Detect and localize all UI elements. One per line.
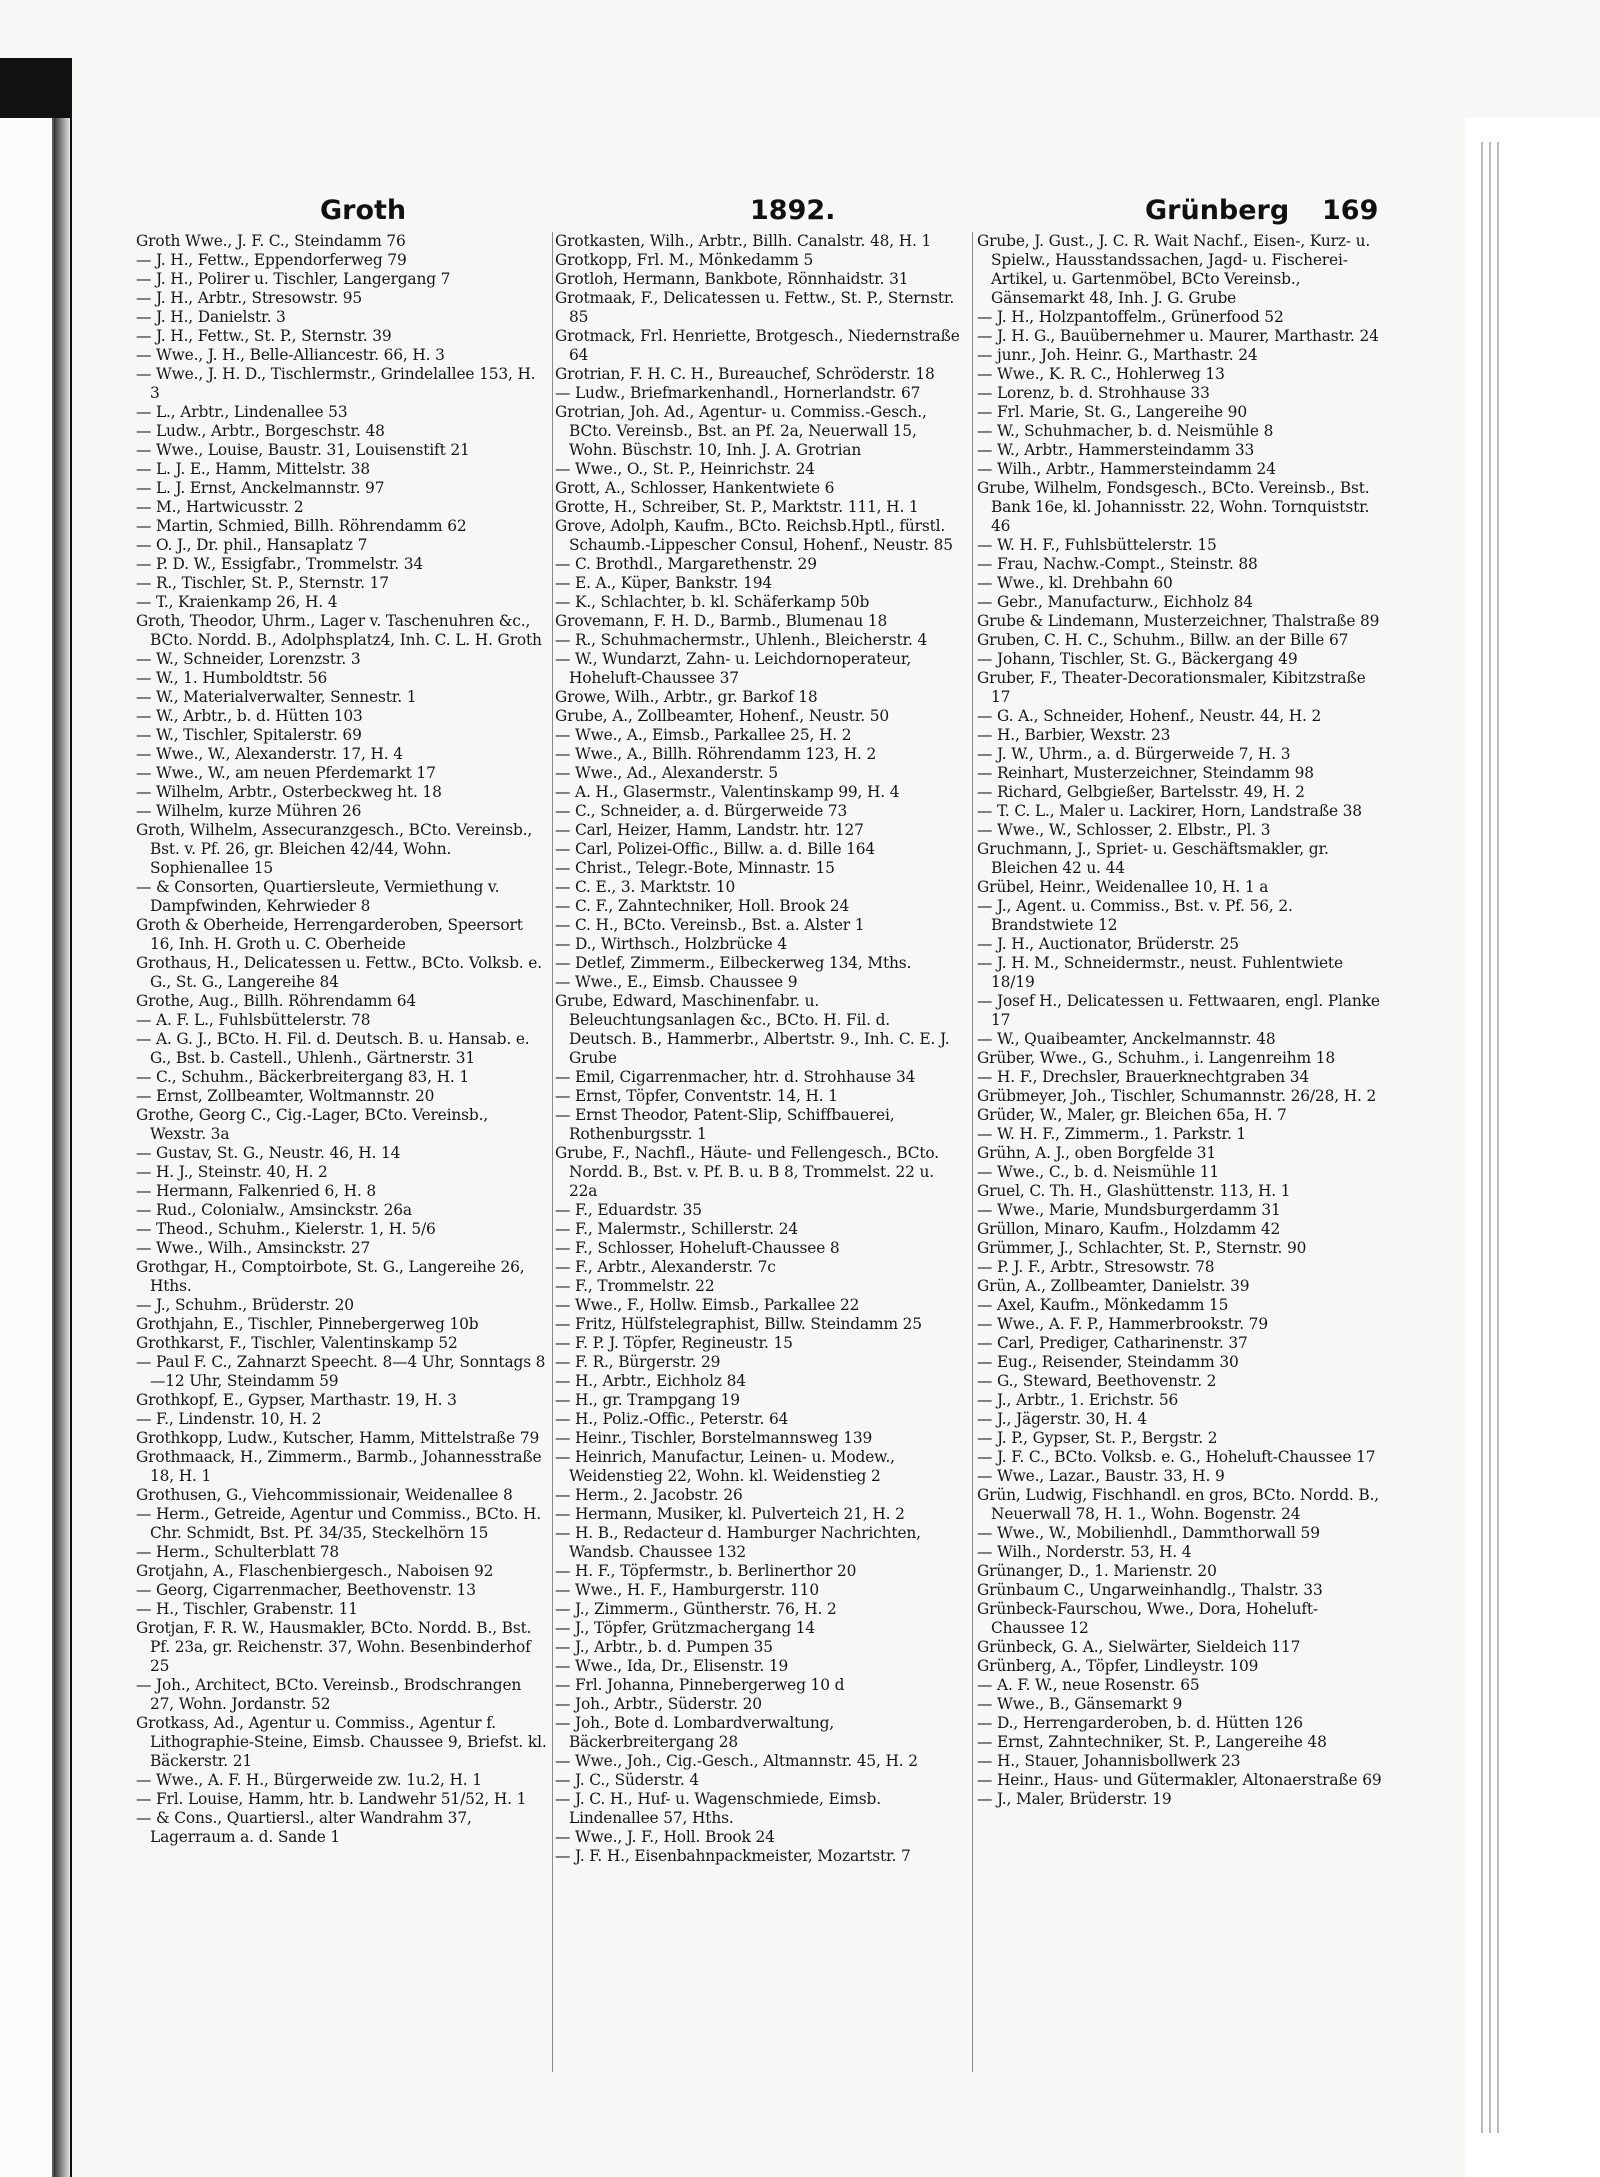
- directory-entry: — F., Schlosser, Hoheluft-Chaussee 8: [555, 1239, 840, 1257]
- header-left-word: Groth: [320, 195, 407, 226]
- directory-entry: — J. H., Holzpantoffelm., Grünerfood 52: [977, 308, 1284, 326]
- directory-entry: — H., Tischler, Grabenstr. 11: [136, 1600, 358, 1618]
- directory-entry: — L., Arbtr., Lindenallee 53: [136, 403, 348, 421]
- directory-entry: Grothjahn, E., Tischler, Pinnebergerweg 10b: [136, 1315, 479, 1333]
- directory-entry: — H., Stauer, Johannisbollwerk 23: [977, 1752, 1241, 1770]
- directory-entry: — J. H. M., Schneidermstr., neust. Fuhlentwiete 18/19: [977, 954, 1343, 991]
- directory-entry: Grotmack, Frl. Henriette, Brotgesch., Niedernstraße 64: [555, 327, 960, 364]
- directory-entry: — Wwe., A. F. H., Bürgerweide zw. 1u.2, H. 1: [136, 1771, 482, 1789]
- directory-entry: — C., Schneider, a. d. Bürgerweide 73: [555, 802, 848, 820]
- directory-entry: — G. A., Schneider, Hohenf., Neustr. 44, H. 2: [977, 707, 1322, 725]
- directory-entry: — Wwe., J. H. D., Tischlermstr., Grindelallee 153, H. 3: [136, 365, 536, 402]
- directory-entry: — Wwe., C., b. d. Neismühle 11: [977, 1163, 1220, 1181]
- directory-entry: — Wwe., O., St. P., Heinrichstr. 24: [555, 460, 815, 478]
- directory-entry: Grotkopp, Frl. M., Mönkedamm 5: [555, 251, 814, 269]
- directory-entry: — E. A., Küper, Bankstr. 194: [555, 574, 773, 592]
- directory-entry: — A. G. J., BCto. H. Fil. d. Deutsch. B. u. Hansab. e. G., Bst. b. Castell., Uhlenh., Gärtnerstr. 31: [136, 1030, 530, 1067]
- directory-entry: Grothmaack, H., Zimmerm., Barmb., Johannesstraße 18, H. 1: [136, 1448, 542, 1485]
- directory-entry: — F. R., Bürgerstr. 29: [555, 1353, 721, 1371]
- directory-entry: Grühn, A. J., oben Borgfelde 31: [977, 1144, 1217, 1162]
- directory-entry: Grube, A., Zollbeamter, Hohenf., Neustr. 50: [555, 707, 889, 725]
- directory-entry: Grünbeck-Faurschou, Wwe., Dora, Hoheluft-Chaussee 12: [977, 1600, 1318, 1637]
- directory-entry: Grotjan, F. R. W., Hausmakler, BCto. Nordd. B., Bst. Pf. 23a, gr. Reichenstr. 37, Wohn. Besenbinderhof 25: [136, 1619, 532, 1675]
- column-divider: [552, 232, 553, 2072]
- directory-entry: — J., Maler, Brüderstr. 19: [977, 1790, 1172, 1808]
- directory-entry: — C. E., 3. Marktstr. 10: [555, 878, 736, 896]
- directory-entry: — J. H. G., Bauübernehmer u. Maurer, Marthastr. 24: [977, 327, 1379, 345]
- directory-entry: — Ludw., Arbtr., Borgeschstr. 48: [136, 422, 385, 440]
- directory-entry: — J. W., Uhrm., a. d. Bürgerweide 7, H. 3: [977, 745, 1291, 763]
- directory-entry: — Ernst Theodor, Patent-Slip, Schiffbauerei, Rothenburgsstr. 1: [555, 1106, 895, 1143]
- directory-entry: — Theod., Schuhm., Kielerstr. 1, H. 5/6: [136, 1220, 436, 1238]
- directory-entry: — Wwe., Lazar., Baustr. 33, H. 9: [977, 1467, 1225, 1485]
- directory-entry: — P. J. F., Arbtr., Stresowstr. 78: [977, 1258, 1215, 1276]
- directory-entry: — Ernst, Zahntechniker, St. P., Langereihe 48: [977, 1733, 1327, 1751]
- directory-entry: — Wwe., E., Eimsb. Chaussee 9: [555, 973, 798, 991]
- page-header: [130, 195, 1380, 231]
- directory-entry: — Wwe., J. F., Holl. Brook 24: [555, 1828, 775, 1846]
- directory-entry: — R., Schuhmachermstr., Uhlenh., Bleicherstr. 4: [555, 631, 928, 649]
- directory-entry: — Carl, Polizei-Offic., Billw. a. d. Bille 164: [555, 840, 876, 858]
- directory-entry: — Ernst, Zollbeamter, Woltmannstr. 20: [136, 1087, 435, 1105]
- directory-entry: — Wwe., Marie, Mundsburgerdamm 31: [977, 1201, 1281, 1219]
- directory-column-3: [977, 232, 1389, 2102]
- directory-entry: Gruel, C. Th. H., Glashüttenstr. 113, H. 1: [977, 1182, 1291, 1200]
- directory-entry: — A. F. L., Fuhlsbüttelerstr. 78: [136, 1011, 371, 1029]
- previous-page-edge: [0, 118, 54, 2177]
- directory-entry: — J. H., Danielstr. 3: [136, 308, 286, 326]
- column-divider: [972, 232, 973, 2072]
- directory-entry: Grothe, Aug., Billh. Röhrendamm 64: [136, 992, 416, 1010]
- directory-entry: — O. J., Dr. phil., Hansaplatz 7: [136, 536, 368, 554]
- page-edge-stack: [1465, 118, 1600, 2177]
- directory-entry: — F., Trommelstr. 22: [555, 1277, 715, 1295]
- directory-entry: — Wwe., W., am neuen Pferdemarkt 17: [136, 764, 436, 782]
- directory-entry: Grothkarst, F., Tischler, Valentinskamp 52: [136, 1334, 458, 1352]
- directory-entry: — Wilh., Norderstr. 53, H. 4: [977, 1543, 1192, 1561]
- directory-entry: — K., Schlachter, b. kl. Schäferkamp 50b: [555, 593, 870, 611]
- directory-entry: — R., Tischler, St. P., Sternstr. 17: [136, 574, 389, 592]
- directory-entry: Grothgar, H., Comptoirbote, St. G., Langereihe 26, Hths.: [136, 1258, 525, 1295]
- directory-entry: Grünbeck, G. A., Sielwärter, Sieldeich 117: [977, 1638, 1301, 1656]
- directory-entry: — L. J. E., Hamm, Mittelstr. 38: [136, 460, 371, 478]
- directory-entry: — F., Lindenstr. 10, H. 2: [136, 1410, 322, 1428]
- directory-entry: — Herm., Schulterblatt 78: [136, 1543, 340, 1561]
- directory-entry: Grotte, H., Schreiber, St. P., Marktstr. 111, H. 1: [555, 498, 919, 516]
- directory-entry: — D., Herrengarderoben, b. d. Hütten 126: [977, 1714, 1303, 1732]
- directory-entry: Grothkopf, E., Gypser, Marthastr. 19, H. 3: [136, 1391, 457, 1409]
- directory-entry: — F. P. J. Töpfer, Regineustr. 15: [555, 1334, 793, 1352]
- directory-entry: — J., Arbtr., 1. Erichstr. 56: [977, 1391, 1179, 1409]
- directory-entry: — Herm., 2. Jacobstr. 26: [555, 1486, 743, 1504]
- directory-entry: — Martin, Schmied, Billh. Röhrendamm 62: [136, 517, 467, 535]
- directory-entry: — Wwe., Louise, Baustr. 31, Louisenstift 21: [136, 441, 470, 459]
- directory-entry: — Gustav, St. G., Neustr. 46, H. 14: [136, 1144, 401, 1162]
- header-right-word: Grünberg: [1145, 195, 1290, 226]
- directory-entry: Grotrian, F. H. C. H., Bureauchef, Schröderstr. 18: [555, 365, 935, 383]
- directory-entry: — H. B., Redacteur d. Hamburger Nachrichten, Wandsb. Chaussee 132: [555, 1524, 921, 1561]
- directory-entry: — G., Steward, Beethovenstr. 2: [977, 1372, 1217, 1390]
- directory-entry: — J. C., Süderstr. 4: [555, 1771, 700, 1789]
- directory-entry: Groth, Theodor, Uhrm., Lager v. Taschenuhren &c., BCto. Nordd. B., Adolphsplatz4, Inh. C. L. H. Groth: [136, 612, 542, 649]
- directory-entry: — Johann, Tischler, St. G., Bäckergang 49: [977, 650, 1298, 668]
- directory-entry: Grotrian, Joh. Ad., Agentur- u. Commiss.-Gesch., BCto. Vereinsb., Bst. an Pf. 2a, Neuerwall 15, Wohn. Büschstr. 10, Inh. J. A. Grotrian: [555, 403, 927, 459]
- directory-entry: — A. F. W., neue Rosenstr. 65: [977, 1676, 1200, 1694]
- directory-column-1: [136, 232, 548, 2102]
- directory-entry: — Emil, Cigarrenmacher, htr. d. Strohhause 34: [555, 1068, 916, 1086]
- directory-entry: — J., Zimmerm., Güntherstr. 76, H. 2: [555, 1600, 837, 1618]
- directory-entry: — C., Schuhm., Bäckerbreitergang 83, H. 1: [136, 1068, 470, 1086]
- directory-entry: Grotkasten, Wilh., Arbtr., Billh. Canalstr. 48, H. 1: [555, 232, 932, 250]
- directory-entry: — Georg, Cigarrenmacher, Beethovenstr. 13: [136, 1581, 476, 1599]
- header-year: 1892.: [750, 195, 836, 226]
- page-number: 169: [1322, 195, 1379, 226]
- directory-entry: — & Consorten, Quartiersleute, Vermiethung v. Dampfwinden, Kehrwieder 8: [136, 878, 500, 915]
- directory-entry: Grube, Wilhelm, Fondsgesch., BCto. Vereinsb., Bst. Bank 16e, kl. Johannisstr. 22, Wohn. Tornquiststr. 46: [977, 479, 1370, 535]
- directory-entry: — Wwe., A., Eimsb., Parkallee 25, H. 2: [555, 726, 852, 744]
- directory-entry: Grube & Lindemann, Musterzeichner, Thalstraße 89: [977, 612, 1380, 630]
- directory-entry: — J. P., Gypser, St. P., Bergstr. 2: [977, 1429, 1218, 1447]
- directory-entry: — W., 1. Humboldtstr. 56: [136, 669, 328, 687]
- directory-entry: — D., Wirthsch., Holzbrücke 4: [555, 935, 788, 953]
- directory-entry: Grothe, Georg C., Cig.-Lager, BCto. Vereinsb., Wexstr. 3a: [136, 1106, 489, 1143]
- directory-entry: — Wilhelm, Arbtr., Osterbeckweg ht. 18: [136, 783, 442, 801]
- directory-entry: — W., Tischler, Spitalerstr. 69: [136, 726, 362, 744]
- directory-entry: — C. Brothdl., Margarethenstr. 29: [555, 555, 817, 573]
- directory-entry: Grothusen, G., Viehcommissionair, Weidenallee 8: [136, 1486, 513, 1504]
- directory-entry: — W., Schneider, Lorenzstr. 3: [136, 650, 361, 668]
- directory-entry: — T. C. L., Maler u. Lackirer, Horn, Landstraße 38: [977, 802, 1362, 820]
- directory-entry: — Paul F. C., Zahnarzt Speecht. 8—4 Uhr, Sonntags 8—12 Uhr, Steindamm 59: [136, 1353, 546, 1390]
- directory-entry: — Christ., Telegr.-Bote, Minnastr. 15: [555, 859, 835, 877]
- directory-entry: Gruber, F., Theater-Decorationsmaler, Kibitzstraße 17: [977, 669, 1366, 706]
- directory-entry: — Carl, Heizer, Hamm, Landstr. htr. 127: [555, 821, 864, 839]
- directory-entry: — Wwe., J. H., Belle-Alliancestr. 66, H. 3: [136, 346, 445, 364]
- directory-entry: — W., Quaibeamter, Anckelmannstr. 48: [977, 1030, 1276, 1048]
- directory-entry: — Rud., Colonialw., Amsinckstr. 26a: [136, 1201, 412, 1219]
- directory-entry: — J. H., Polirer u. Tischler, Langergang 7: [136, 270, 451, 288]
- directory-entry: — Frl. Marie, St. G., Langereihe 90: [977, 403, 1247, 421]
- directory-entry: Grovemann, F. H. D., Barmb., Blumenau 18: [555, 612, 888, 630]
- directory-entry: — C. H., BCto. Vereinsb., Bst. a. Alster 1: [555, 916, 865, 934]
- directory-entry: Grotloh, Hermann, Bankbote, Rönnhaidstr. 31: [555, 270, 909, 288]
- directory-entry: Grüder, W., Maler, gr. Bleichen 65a, H. 7: [977, 1106, 1287, 1124]
- directory-entry: — Reinhart, Musterzeichner, Steindamm 98: [977, 764, 1314, 782]
- directory-entry: Grünbaum C., Ungarweinhandlg., Thalstr. 33: [977, 1581, 1323, 1599]
- directory-entry: — H. J., Steinstr. 40, H. 2: [136, 1163, 328, 1181]
- directory-entry: — Wwe., W., Alexanderstr. 17, H. 4: [136, 745, 403, 763]
- directory-entry: — Wwe., A. F. P., Hammerbrookstr. 79: [977, 1315, 1268, 1333]
- directory-entry: — Carl, Prediger, Catharinenstr. 37: [977, 1334, 1248, 1352]
- directory-entry: Grümmer, J., Schlachter, St. P., Sternstr. 90: [977, 1239, 1307, 1257]
- directory-entry: — Josef H., Delicatessen u. Fettwaaren, engl. Planke 17: [977, 992, 1380, 1029]
- directory-entry: — F., Arbtr., Alexanderstr. 7c: [555, 1258, 776, 1276]
- directory-entry: — Wwe., A., Billh. Röhrendamm 123, H. 2: [555, 745, 877, 763]
- directory-entry: — Fritz, Hülfstelegraphist, Billw. Steindamm 25: [555, 1315, 922, 1333]
- directory-entry: — Frau, Nachw.-Compt., Steinstr. 88: [977, 555, 1258, 573]
- directory-entry: Grüllon, Minaro, Kaufm., Holzdamm 42: [977, 1220, 1281, 1238]
- directory-entry: — Wwe., F., Hollw. Eimsb., Parkallee 22: [555, 1296, 860, 1314]
- directory-entry: Grove, Adolph, Kaufm., BCto. Reichsb.Hptl., fürstl. Schaumb.-Lippescher Consul, Hohenf., Neustr. 85: [555, 517, 953, 554]
- directory-entry: — Frl. Johanna, Pinnebergerweg 10 d: [555, 1676, 845, 1694]
- directory-entry: — Axel, Kaufm., Mönkedamm 15: [977, 1296, 1229, 1314]
- directory-entry: — Herm., Getreide, Agentur und Commiss., BCto. H. Chr. Schmidt, Bst. Pf. 34/35, Steckelhörn 15: [136, 1505, 541, 1542]
- directory-entry: — Hermann, Falkenried 6, H. 8: [136, 1182, 376, 1200]
- directory-entry: — Gebr., Manufacturw., Eichholz 84: [977, 593, 1253, 611]
- directory-entry: Grübmeyer, Joh., Tischler, Schumannstr. 26/28, H. 2: [977, 1087, 1377, 1105]
- directory-entry: — J. C. H., Huf- u. Wagenschmiede, Eimsb. Lindenallee 57, Hths.: [555, 1790, 881, 1827]
- directory-entry: Grünberg, A., Töpfer, Lindleystr. 109: [977, 1657, 1259, 1675]
- directory-entry: — J. F. H., Eisenbahnpackmeister, Mozartstr. 7: [555, 1847, 911, 1865]
- directory-entry: — Wwe., W., Schlosser, 2. Elbstr., Pl. 3: [977, 821, 1271, 839]
- directory-entry: — Wwe., Wilh., Amsinckstr. 27: [136, 1239, 371, 1257]
- directory-entry: — H. F., Drechsler, Brauerknechtgraben 34: [977, 1068, 1310, 1086]
- directory-entry: — Wwe., B., Gänsemarkt 9: [977, 1695, 1183, 1713]
- directory-entry: Gruben, C. H. C., Schuhm., Billw. an der Bille 67: [977, 631, 1349, 649]
- directory-entry: Grube, J. Gust., J. C. R. Wait Nachf., Eisen-, Kurz- u. Spielw., Hausstandssachen, Jagd- u. Fischerei-Artikel, u. Gartenmöbel, BCto Vereinsb., Gänsemarkt 48, Inh. J. G. Grube: [977, 232, 1371, 307]
- directory-entry: Grothkopp, Ludw., Kutscher, Hamm, Mittelstraße 79: [136, 1429, 540, 1447]
- directory-entry: — L. J. Ernst, Anckelmannstr. 97: [136, 479, 385, 497]
- directory-entry: — P. D. W., Essigfabr., Trommelstr. 34: [136, 555, 424, 573]
- directory-entry: Grüber, Wwe., G., Schuhm., i. Langenreihm 18: [977, 1049, 1336, 1067]
- directory-entry: — Wwe., Ida, Dr., Elisenstr. 19: [555, 1657, 789, 1675]
- directory-entry: — F., Malermstr., Schillerstr. 24: [555, 1220, 799, 1238]
- directory-entry: Grünanger, D., 1. Marienstr. 20: [977, 1562, 1217, 1580]
- directory-entry: — Lorenz, b. d. Strohhause 33: [977, 384, 1210, 402]
- directory-entry: — H., Arbtr., Eichholz 84: [555, 1372, 746, 1390]
- directory-entry: Grün, Ludwig, Fischhandl. en gros, BCto. Nordd. B., Neuerwall 78, H. 1., Wohn. Bogenstr. 24: [977, 1486, 1379, 1523]
- directory-entry: — W., Wundarzt, Zahn- u. Leichdornoperateur, Hoheluft-Chaussee 37: [555, 650, 912, 687]
- directory-entry: — Joh., Bote d. Lombardverwaltung, Bäckerbreitergang 28: [555, 1714, 835, 1751]
- directory-entry: — Hermann, Musiker, kl. Pulverteich 21, H. 2: [555, 1505, 905, 1523]
- directory-entry: Grothaus, H., Delicatessen u. Fettw., BCto. Volksb. e. G., St. G., Langereihe 84: [136, 954, 542, 991]
- directory-entry: Grotmaak, F., Delicatessen u. Fettw., St. P., Sternstr. 85: [555, 289, 955, 326]
- directory-entry: — Detlef, Zimmerm., Eilbeckerweg 134, Mths.: [555, 954, 912, 972]
- directory-entry: Groth & Oberheide, Herrengarderoben, Speersort 16, Inh. H. Groth u. C. Oberheide: [136, 916, 523, 953]
- directory-entry: — W., Arbtr., Hammersteindamm 33: [977, 441, 1255, 459]
- directory-entry: — Wwe., Ad., Alexanderstr. 5: [555, 764, 779, 782]
- directory-entry: Groth, Wilhelm, Assecuranzgesch., BCto. Vereinsb., Bst. v. Pf. 26, gr. Bleichen 42/44, Wohn. Sophienallee 15: [136, 821, 533, 877]
- book-gutter: [54, 118, 70, 2177]
- directory-entry: — W., Schuhmacher, b. d. Neismühle 8: [977, 422, 1274, 440]
- directory-entry: — J. H., Arbtr., Stresowstr. 95: [136, 289, 362, 307]
- directory-entry: — W., Materialverwalter, Sennestr. 1: [136, 688, 417, 706]
- directory-entry: — Heinrich, Manufactur, Leinen- u. Modew., Weidenstieg 22, Wohn. kl. Weidenstieg 2: [555, 1448, 895, 1485]
- directory-entry: Grün, A., Zollbeamter, Danielstr. 39: [977, 1277, 1250, 1295]
- directory-entry: — J., Töpfer, Grützmachergang 14: [555, 1619, 816, 1637]
- directory-entry: — J. H., Auctionator, Brüderstr. 25: [977, 935, 1239, 953]
- directory-entry: — H. F., Töpfermstr., b. Berlinerthor 20: [555, 1562, 857, 1580]
- directory-entry: — J. H., Fettw., St. P., Sternstr. 39: [136, 327, 392, 345]
- directory-entry: — M., Hartwicusstr. 2: [136, 498, 304, 516]
- directory-entry: — & Cons., Quartiersl., alter Wandrahm 37, Lagerraum a. d. Sande 1: [136, 1809, 472, 1846]
- directory-entry: — F., Eduardstr. 35: [555, 1201, 702, 1219]
- directory-entry: — Ludw., Briefmarkenhandl., Hornerlandstr. 67: [555, 384, 921, 402]
- directory-entry: — Wwe., Joh., Cig.-Gesch., Altmannstr. 45, H. 2: [555, 1752, 918, 1770]
- directory-entry: — J. F. C., BCto. Volksb. e. G., Hoheluft-Chaussee 17: [977, 1448, 1376, 1466]
- directory-column-2: [555, 232, 960, 2102]
- directory-entry: Grube, F., Nachfl., Häute- und Fellengesch., BCto. Nordd. B., Bst. v. Pf. B. u. B 8, Trommelst. 22 u. 22a: [555, 1144, 940, 1200]
- directory-entry: Grotkass, Ad., Agentur u. Commiss., Agentur f. Lithographie-Steine, Eimsb. Chaussee 9, Briefst. kl. Bäckerstr. 21: [136, 1714, 547, 1770]
- directory-entry: — Wilh., Arbtr., Hammersteindamm 24: [977, 460, 1276, 478]
- directory-entry: Grübel, Heinr., Weidenallee 10, H. 1 a: [977, 878, 1269, 896]
- directory-entry: Groth Wwe., J. F. C., Steindamm 76: [136, 232, 406, 250]
- directory-entry: — W., Arbtr., b. d. Hütten 103: [136, 707, 363, 725]
- directory-entry: — Ernst, Töpfer, Conventstr. 14, H. 1: [555, 1087, 838, 1105]
- directory-entry: — Wwe., kl. Drehbahn 60: [977, 574, 1173, 592]
- directory-entry: — Richard, Gelbgießer, Bartelsstr. 49, H. 2: [977, 783, 1305, 801]
- directory-entry: — J., Agent. u. Commiss., Bst. v. Pf. 56, 2. Brandstwiete 12: [977, 897, 1293, 934]
- directory-entry: Grott, A., Schlosser, Hankentwiete 6: [555, 479, 835, 497]
- directory-entry: — J., Jägerstr. 30, H. 4: [977, 1410, 1147, 1428]
- directory-entry: — Joh., Arbtr., Süderstr. 20: [555, 1695, 762, 1713]
- directory-entry: — W. H. F., Fuhlsbüttelerstr. 15: [977, 536, 1217, 554]
- directory-entry: — Wwe., K. R. C., Hohlerweg 13: [977, 365, 1225, 383]
- directory-entry: — Eug., Reisender, Steindamm 30: [977, 1353, 1239, 1371]
- directory-entry: Grube, Edward, Maschinenfabr. u. Beleuchtungsanlagen &c., BCto. H. Fil. d. Deutsch. B., Hammerbr., Albertstr. 9., Inh. C. E. J. Grube: [555, 992, 950, 1067]
- directory-entry: Gruchmann, J., Spriet- u. Geschäftsmakler, gr. Bleichen 42 u. 44: [977, 840, 1329, 877]
- directory-entry: — junr., Joh. Heinr. G., Marthastr. 24: [977, 346, 1258, 364]
- directory-entry: — J., Schuhm., Brüderstr. 20: [136, 1296, 354, 1314]
- directory-entry: — H., Barbier, Wexstr. 23: [977, 726, 1171, 744]
- directory-entry: — J., Arbtr., b. d. Pumpen 35: [555, 1638, 773, 1656]
- directory-entry: — Wwe., W., Mobilienhdl., Dammthorwall 59: [977, 1524, 1320, 1542]
- directory-entry: — W. H. F., Zimmerm., 1. Parkstr. 1: [977, 1125, 1247, 1143]
- directory-entry: — T., Kraienkamp 26, H. 4: [136, 593, 338, 611]
- directory-entry: — Joh., Architect, BCto. Vereinsb., Brodschrangen 27, Wohn. Jordanstr. 52: [136, 1676, 522, 1713]
- directory-entry: — Heinr., Tischler, Borstelmannsweg 139: [555, 1429, 873, 1447]
- directory-entry: — Wwe., H. F., Hamburgerstr. 110: [555, 1581, 819, 1599]
- directory-entry: — H., gr. Trampgang 19: [555, 1391, 740, 1409]
- directory-entry: — H., Poliz.-Offic., Peterstr. 64: [555, 1410, 789, 1428]
- directory-entry: — A. H., Glasermstr., Valentinskamp 99, H. 4: [555, 783, 900, 801]
- directory-entry: — C. F., Zahntechniker, Holl. Brook 24: [555, 897, 850, 915]
- directory-entry: — Heinr., Haus- und Gütermakler, Altonaerstraße 69: [977, 1771, 1382, 1789]
- directory-entry: Grotjahn, A., Flaschenbiergesch., Naboisen 92: [136, 1562, 494, 1580]
- directory-entry: — Wilhelm, kurze Mühren 26: [136, 802, 362, 820]
- directory-entry: — Frl. Louise, Hamm, htr. b. Landwehr 51/52, H. 1: [136, 1790, 527, 1808]
- directory-entry: — J. H., Fettw., Eppendorferweg 79: [136, 251, 407, 269]
- directory-entry: Growe, Wilh., Arbtr., gr. Barkof 18: [555, 688, 818, 706]
